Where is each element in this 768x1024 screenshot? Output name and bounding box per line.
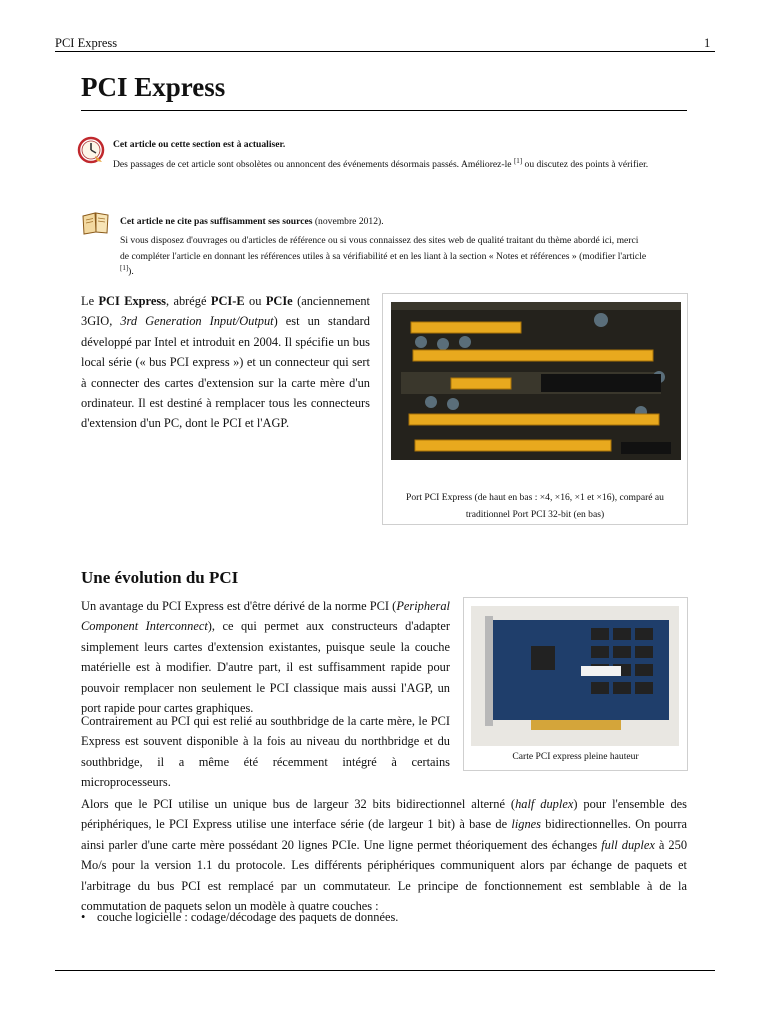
article-title: PCI Express	[81, 72, 226, 102]
notice-outdated-text-end: ou discutez des points à vérifier.	[522, 159, 649, 171]
para1-a: Un avantage du PCI Express est d'être dérivé de la norme PCI (	[81, 599, 397, 613]
para3-i1: half duplex	[515, 797, 574, 811]
notice-sources-end: ).	[128, 266, 134, 278]
notice-sources-heading: Cet article ne cite pas suffisamment ses sources	[120, 216, 313, 227]
intro-paragraph	[81, 291, 370, 434]
title-rule	[81, 110, 687, 111]
evolution-paragraph-2: Contrairement au PCI qui est relié au southbridge de la carte mère, le PCI Express est souvent disponible à la fois au niveau du northbridge et du southbridge, il a même été récemment intégré à certains microprocesseurs.	[81, 714, 450, 790]
header-rule	[55, 51, 715, 52]
footer-rule	[55, 970, 715, 971]
para3-i3: full duplex	[601, 837, 655, 852]
notice-outdated-text: Des passages de cet article sont obsolètes ou annoncent des événements désormais passés. Améliorez-le	[113, 159, 512, 171]
bullet-text: couche logicielle : codage/décodage des paquets de données.	[97, 910, 399, 924]
notice-outdated-ref[interactable]: [1]	[513, 157, 523, 165]
para1-italic: Peripheral Component Interconnect	[81, 599, 450, 634]
para1-b: ), ce qui permet aux constructeurs d'adapter simplement leurs cartes d'extension existantes, puisque seule la couche matérielle est à modifier. D'autre part, il est suffisamment rapide pour pouvoir remplacer non seulement le PCI classique mais aussi l'AGP, un port rapide pour cartes graphiques.	[81, 619, 450, 716]
notice-sources-line1: Si vous disposez d'ouvrages ou d'articles de référence ou si vous connaissez des sites web de qualité traitant du thème abordé ici, merci	[120, 235, 639, 246]
intro-paren: (anciennement 3GIO,	[81, 294, 370, 329]
para3-d: à 250 Mo/s pour la version 1.1 du protocole. Les différents périphériques communiquent alors par échange de paquets et l'arbitrage du bus PCI est remplacé par un commutateur. Le principe de fonctionnement est semblable à de la commutation de paquets selon un modèle à quatre couches :	[81, 837, 688, 914]
para3-b: ) pour l'ensemble des périphériques, le PCI Express utilise une interface série (de largeur 1 bit) à base de	[81, 797, 688, 832]
intro-abbr-text: , abrégé	[165, 294, 211, 308]
figure1-caption-line2: traditionnel Port PCI 32-bit (en bas)	[465, 508, 605, 520]
intro-abbr1: PCI-E	[210, 294, 245, 308]
figure1-caption-line1: Port PCI Express (de haut en bas : ×4, ×16, ×1 et ×16), comparé au	[406, 492, 664, 503]
pcie-card-image	[471, 606, 679, 746]
evolution-paragraph-1	[81, 596, 450, 718]
evolution-paragraph-3	[81, 794, 687, 916]
book-icon	[81, 210, 111, 236]
notice-sources	[120, 214, 710, 280]
figure-pcie-card	[463, 597, 688, 771]
notice-sources-date: (novembre 2012).	[312, 216, 384, 227]
intro-term: PCI Express	[98, 294, 166, 308]
bullet-list	[81, 910, 687, 925]
notice-outdated	[113, 137, 693, 173]
list-item	[81, 910, 687, 925]
page-number: 1	[704, 36, 711, 50]
clock-icon	[77, 136, 105, 164]
running-header-title: PCI Express	[55, 36, 118, 50]
notice-sources-ref[interactable]: [1]	[120, 264, 129, 272]
notice-outdated-heading: Cet article ou cette section est à actualiser.	[113, 139, 286, 150]
pci-slots-image	[391, 302, 681, 460]
para3-i2: lignes	[511, 817, 541, 832]
figure-pci-slots	[382, 293, 688, 525]
section-heading-evolution: Une évolution du PCI	[81, 568, 239, 587]
bullet-dot-icon: •	[81, 910, 86, 924]
figure2-caption: Carte PCI express pleine hauteur	[512, 751, 639, 762]
para3-c: bidirectionnelles. On pourra ainsi parler d'une carte mère possédant 20 lignes PCIe. Une ligne permet théoriquement des échanges	[81, 817, 687, 852]
intro-rest: ) est un standard développé par Intel et introduit en 2004. Il spécifie un bus local série (« bus PCI express ») et un connecteur qui sert à connecter des cartes d'extension sur la carte mère d'un ordinateur. Il est destiné à remplacer tous les connecteurs d'extension d'un PC, dont le PCI et l'AGP.	[81, 314, 370, 431]
intro-ou: ou	[244, 294, 266, 308]
intro-le: Le	[81, 294, 99, 308]
intro-italic: 3rd Generation Input/Output	[120, 314, 274, 329]
notice-sources-line2: de compléter l'article en donnant les références utiles à sa vérifiabilité et en les liant à la section « Notes et références » (modifier l'article	[120, 251, 647, 262]
intro-abbr2: PCIe	[265, 294, 293, 308]
para3-a: Alors que le PCI utilise un unique bus de largeur 32 bits bidirectionnel alterné (	[81, 797, 516, 811]
